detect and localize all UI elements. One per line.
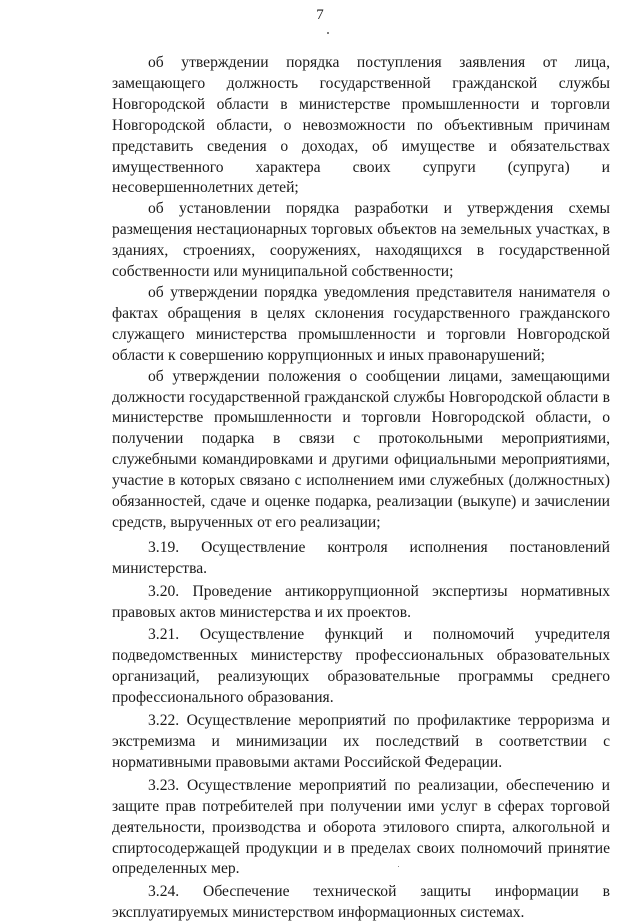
paragraph-3-19: 3.19. Осуществление контроля исполнения постановлений министерства.	[112, 538, 610, 577]
paragraph-3-20: 3.20. Проведение антикоррупционной экспертизы нормативных правовых актов министерства и их проектов.	[112, 582, 610, 621]
scan-speck	[327, 32, 329, 34]
document-body	[112, 53, 610, 924]
paragraph-sub-3: об утверждении порядка уведомления представителя нанимателя о фактах обращения в целях склонения государственного гражданского служащего министерства промышленности и торговли Новгородской области к совершению коррупционных и иных правонарушений;	[112, 283, 610, 364]
paragraph-3-22: 3.22. Осуществление мероприятий по профилактике терроризма и экстремизма и минимизации их последствий в соответствии с нормативными правовыми актами Российской Федерации.	[112, 712, 610, 771]
paragraph-3-21: 3.21. Осуществление функций и полномочий учредителя подведомственных министерству профессиональных образовательных организаций, реализующих образовательные программы среднего профессионального образования.	[112, 626, 610, 707]
paragraph-3-23: 3.23. Осуществление мероприятий по реализации, обеспечению и защите прав потребителей при получении ими услуг в сферах торговой деятельности, производства и оборота этилового спирта, алкогольной и спиртосодержащей продукции и в пределах своих полномочий принятие определенных мер.	[112, 776, 610, 878]
page-number: 7	[316, 7, 324, 23]
paragraph-sub-1: об утверждении порядка поступления заявления от лица, замещающего должность государственной гражданской службы Новгородской области в министерстве промышленности и торговли Новгородской области, о невозможности по объективным причинам представить сведения о доходах, об имуществе и обязательствах имущественного характера своих супруги (супруга) и несовершеннолетних детей;	[112, 54, 610, 197]
paragraph-sub-2: об установлении порядка разработки и утверждения схемы размещения нестационарных торговых объектов на земельных участках, в зданиях, строениях, сооружениях, находящихся в государственной собственности или муниципальной собственности;	[112, 200, 610, 281]
paragraph-sub-4: об утверждении положения о сообщении лицами, замещающими должности государственной гражданской службы Новгородской области в министерстве промышленности и торговли Новгородской области, о получении подарка в связи с протокольными мероприятиями, служебными командировками и другими официальными мероприятиями, участие в которых связано с исполнением ими служебных (должностных) обязанностей, сдаче и оценке подарка, реализации (выкупе) и зачислении средств, вырученных от его реализации;	[112, 367, 610, 531]
paragraph-3-24: 3.24. Обеспечение технической защиты информации в эксплуатируемых министерством информационных системах.	[112, 883, 610, 922]
